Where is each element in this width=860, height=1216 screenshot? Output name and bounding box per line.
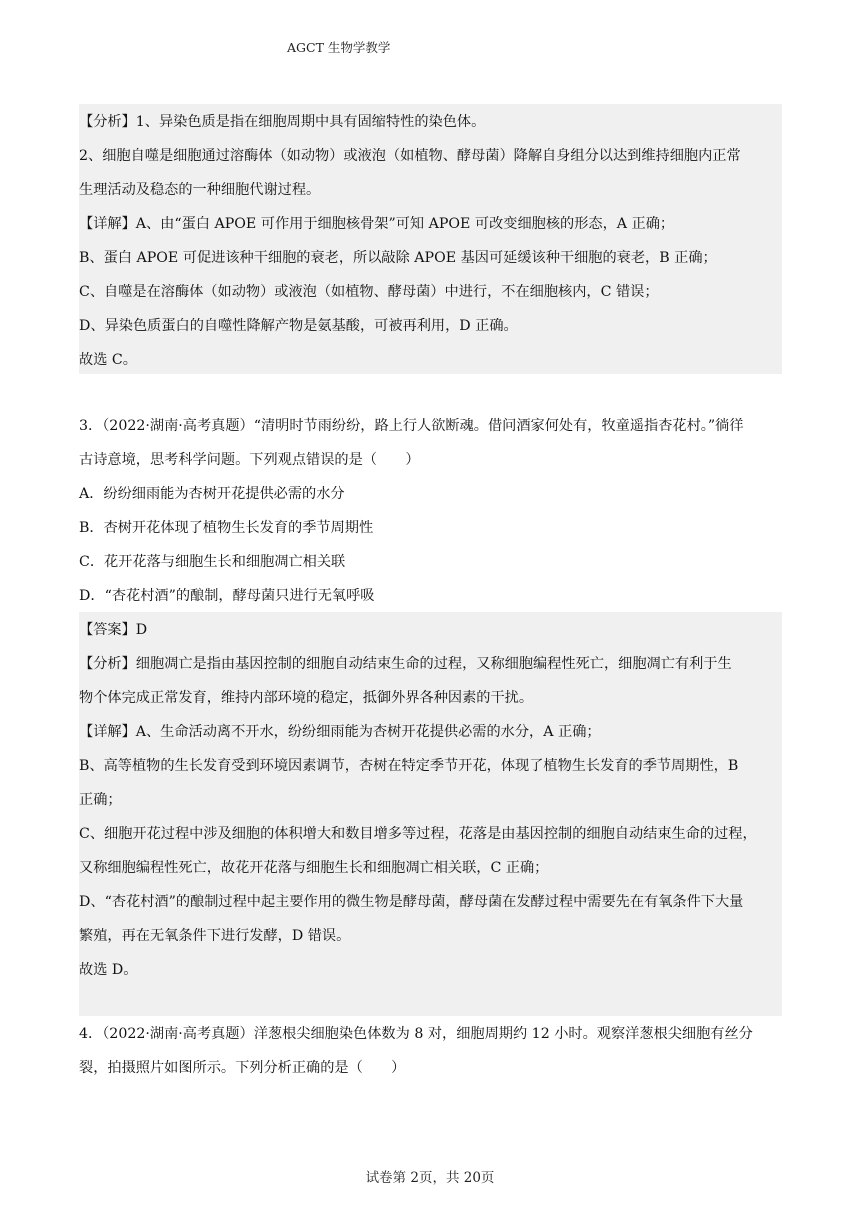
question-4-stem-line: 裂，拍摄照片如图所示。下列分析正确的是（ ） bbox=[79, 1060, 406, 1076]
question-3-option-b: B．杏树开花体现了植物生长发育的季节周期性 bbox=[79, 520, 374, 536]
text-line: 【分析】细胞凋亡是指由基因控制的细胞自动结束生命的过程，又称细胞编程性死亡，细胞凋亡有利于生 bbox=[79, 656, 732, 672]
text-line: 又称细胞编程性死亡，故花开花落与细胞生长和细胞凋亡相关联，C 正确； bbox=[79, 860, 549, 876]
question-3-option-a: A．纷纷细雨能为杏树开花提供必需的水分 bbox=[79, 486, 345, 502]
text-line: 故选 C。 bbox=[79, 352, 137, 368]
text-line: 故选 D。 bbox=[79, 962, 138, 978]
text-line: 【分析】1、异染色质是指在细胞周期中具有固缩特性的染色体。 bbox=[79, 114, 486, 130]
text-line: B、高等植物的生长发育受到环境因素调节，杏树在特定季节开花，体现了植物生长发育的季节周期性，B bbox=[79, 758, 739, 774]
question-4-stem-line: 4．（2022·湖南·高考真题）洋葱根尖细胞染色体数为 8 对，细胞周期约 12 小时。观察洋葱根尖细胞有丝分 bbox=[79, 1026, 753, 1042]
text-line: 2、细胞自噬是细胞通过溶酶体（如动物）或液泡（如植物、酵母菌）降解自身组分以达到维持细胞内正常 bbox=[79, 148, 741, 164]
answer-block-1 bbox=[79, 104, 782, 374]
text-line: 正确； bbox=[79, 792, 122, 808]
question-3-stem-line: 古诗意境，思考科学问题。下列观点错误的是（ ） bbox=[79, 452, 420, 468]
text-line: C、自噬是在溶酶体（如动物）或液泡（如植物、酵母菌）中进行，不在细胞核内，C 错误； bbox=[79, 284, 659, 300]
text-line: 物个体完成正常发育，维持内部环境的稳定，抵御外界各种因素的干扰。 bbox=[79, 690, 534, 706]
text-line: 繁殖，再在无氧条件下进行发酵，D 错误。 bbox=[79, 928, 351, 944]
text-line: B、蛋白 APOE 可促进该种干细胞的衰老，所以敲除 APOE 基因可延缓该种干细胞的衰老，B 正确； bbox=[79, 250, 717, 266]
question-3-option-c: C．花开花落与细胞生长和细胞凋亡相关联 bbox=[79, 554, 346, 570]
text-line: D、“杏花村酒”的酿制过程中起主要作用的微生物是酵母菌，酵母菌在发酵过程中需要先在有氧条件下大量 bbox=[79, 894, 744, 910]
answer-block-2 bbox=[79, 612, 782, 1016]
text-line: C、细胞开花过程中涉及细胞的体积增大和数目增多等过程，花落是由基因控制的细胞自动结束生命的过程， bbox=[79, 826, 757, 842]
question-3-option-d: D．“杏花村酒”的酿制，酵母菌只进行无氧呼吸 bbox=[79, 588, 375, 604]
question-3-stem-line: 3．（2022·湖南·高考真题）“清明时节雨纷纷，路上行人欲断魂。借问酒家何处有，牧童遥指杏花村。”徜徉 bbox=[79, 418, 744, 434]
header-title: AGCT 生物学教学 bbox=[287, 40, 391, 55]
text-line: D、异染色质蛋白的自噬性降解产物是氨基酸，可被再利用，D 正确。 bbox=[79, 318, 518, 334]
text-line: 生理活动及稳态的一种细胞代谢过程。 bbox=[79, 182, 321, 198]
text-line: 【详解】A、由“蛋白 APOE 可作用于细胞核骨架”可知 APOE 可改变细胞核的形态，A 正确； bbox=[79, 216, 675, 232]
page-footer: 试卷第 2页，共 20页 bbox=[365, 1170, 495, 1186]
answer-line: 【答案】D bbox=[79, 622, 148, 638]
text-line: 【详解】A、生命活动离不开水，纷纷细雨能为杏树开花提供必需的水分，A 正确； bbox=[79, 724, 601, 740]
